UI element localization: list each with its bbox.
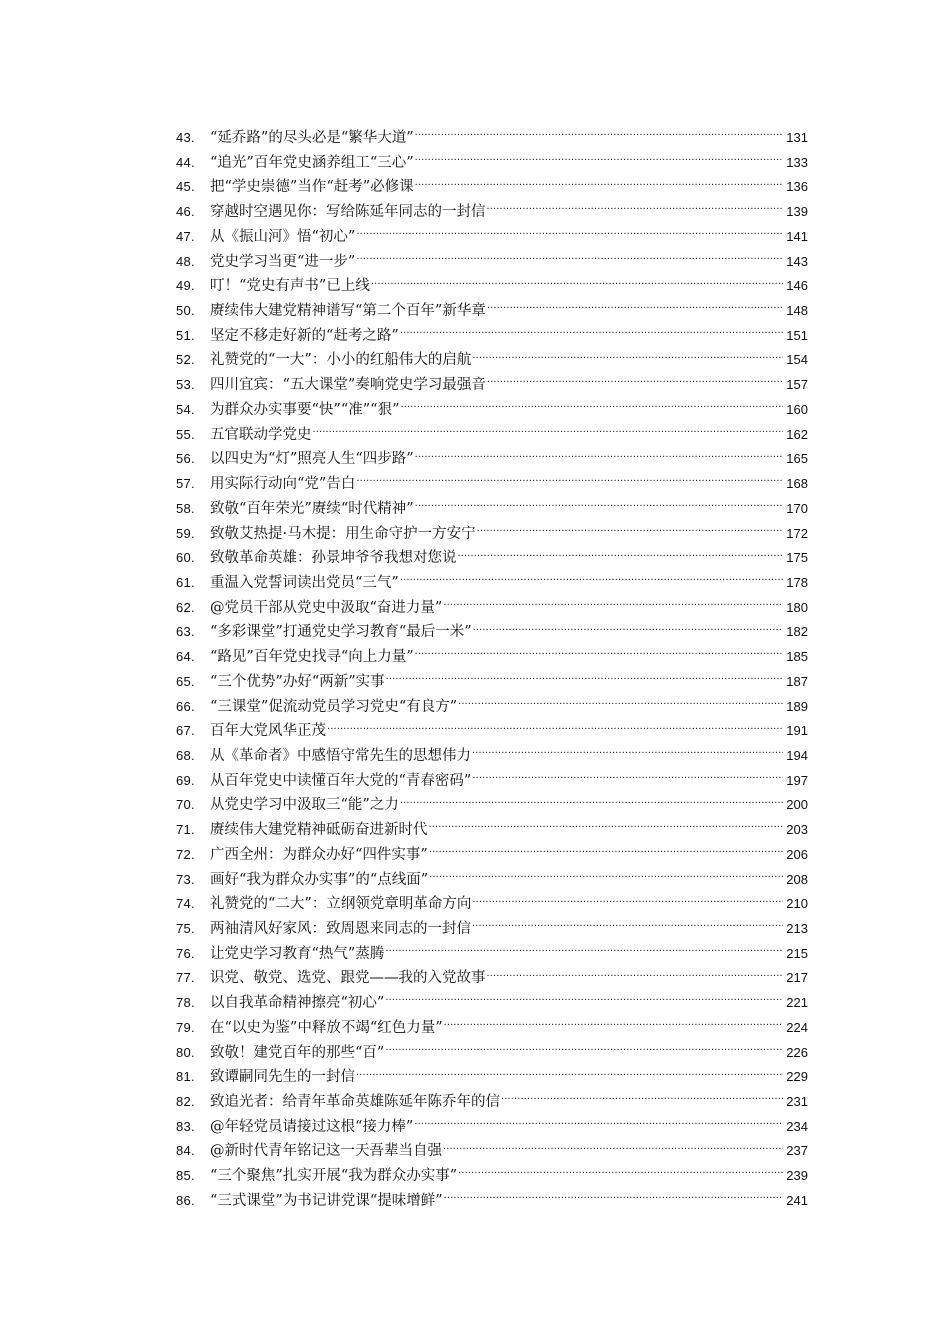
- entry-page-number[interactable]: 157: [786, 377, 808, 393]
- table-of-contents: [176, 126, 808, 1214]
- toc-entry[interactable]: [176, 695, 808, 720]
- entry-page-number[interactable]: 194: [786, 747, 808, 763]
- entry-number: 44.: [176, 154, 195, 170]
- entry-page-number[interactable]: 141: [786, 228, 808, 244]
- entry-page-number[interactable]: 154: [786, 352, 808, 368]
- dot-leader: [443, 597, 783, 612]
- entry-page-number[interactable]: 200: [786, 797, 808, 813]
- entry-number: 48.: [176, 253, 195, 269]
- entry-page-number[interactable]: 208: [786, 871, 808, 887]
- toc-entry[interactable]: [176, 818, 808, 843]
- dot-leader: [458, 1166, 783, 1181]
- toc-entry[interactable]: [176, 769, 808, 794]
- entry-number: 84.: [176, 1143, 195, 1159]
- entry-title[interactable]: 致追光者：给青年革命英雄陈延年陈乔年的信: [210, 1094, 500, 1111]
- entry-page-number[interactable]: 237: [786, 1143, 808, 1159]
- entry-number: 72.: [176, 846, 195, 862]
- entry-title[interactable]: 从百年党史中读懂百年大党的“青春密码”: [210, 772, 472, 789]
- entry-number: 59.: [176, 525, 195, 541]
- entry-number: 62.: [176, 599, 195, 615]
- dot-leader: [356, 226, 783, 241]
- toc-entry[interactable]: [176, 1016, 808, 1041]
- entry-number: 76.: [176, 945, 195, 961]
- entry-title[interactable]: 从党史学习中汲取三“能”之力: [210, 797, 399, 814]
- entry-page-number[interactable]: 162: [786, 426, 808, 442]
- entry-number: 63.: [176, 624, 195, 640]
- entry-title[interactable]: 在“以史为鉴”中释放不竭“红色力量”: [210, 1019, 443, 1036]
- toc-entry[interactable]: [176, 596, 808, 621]
- dot-leader: [313, 424, 784, 439]
- toc-entry[interactable]: [176, 423, 808, 448]
- dot-leader: [444, 1017, 783, 1032]
- entry-page-number[interactable]: 221: [786, 995, 808, 1011]
- entry-number: 83.: [176, 1118, 195, 1134]
- entry-number: 69.: [176, 772, 195, 788]
- entry-number: 86.: [176, 1192, 195, 1208]
- entry-number: 43.: [176, 130, 195, 145]
- entry-title[interactable]: “三个聚焦”扎实开展“我为群众办实事”: [210, 1168, 458, 1185]
- toc-entry[interactable]: [176, 522, 808, 547]
- dot-leader: [400, 399, 783, 414]
- toc-entry[interactable]: [176, 1041, 808, 1066]
- entry-number: 52.: [176, 352, 195, 368]
- entry-title[interactable]: 重温入党誓词读出党员“三气”: [210, 574, 399, 591]
- entry-title[interactable]: 致敬革命英雄：孙景坤爷爷我想对您说: [210, 550, 457, 567]
- entry-page-number[interactable]: 165: [786, 451, 808, 467]
- toc-entry[interactable]: [176, 373, 808, 398]
- entry-title[interactable]: “三课堂”促流动党员学习党史“有良方”: [210, 698, 458, 715]
- entry-number: 51.: [176, 327, 195, 343]
- dot-leader: [429, 844, 783, 859]
- toc-entry[interactable]: [176, 966, 808, 991]
- entry-title[interactable]: 百年大党风华正茂: [210, 723, 326, 740]
- dot-leader: [458, 696, 783, 711]
- entry-number: 60.: [176, 550, 195, 566]
- toc-entry[interactable]: [176, 447, 808, 472]
- dot-leader: [487, 968, 784, 983]
- toc-entry[interactable]: [176, 225, 808, 250]
- dot-leader: [385, 993, 783, 1008]
- toc-entry[interactable]: [176, 645, 808, 670]
- entry-number: 81.: [176, 1069, 195, 1085]
- entry-page-number[interactable]: 231: [786, 1094, 808, 1110]
- entry-number: 85.: [176, 1168, 195, 1184]
- entry-page-number[interactable]: 180: [786, 599, 808, 615]
- entry-page-number[interactable]: 213: [786, 921, 808, 936]
- entry-number: 71.: [176, 822, 195, 838]
- dot-leader: [429, 820, 784, 835]
- toc-entry[interactable]: [176, 274, 808, 299]
- entry-title[interactable]: 从《革命者》中感悟守常先生的思想伟力: [210, 747, 471, 764]
- toc-entry[interactable]: [176, 793, 808, 818]
- entry-number: 57.: [176, 476, 195, 492]
- entry-title[interactable]: @新时代青年铭记这一天吾辈当自强: [210, 1143, 442, 1160]
- toc-entry[interactable]: [176, 348, 808, 373]
- entry-page-number[interactable]: 239: [786, 1168, 808, 1184]
- entry-page-number[interactable]: 133: [786, 154, 808, 170]
- entry-title[interactable]: “延乔路”的尽头必是“繁华大道”: [210, 130, 414, 146]
- dot-leader: [429, 869, 783, 884]
- dot-leader: [356, 474, 783, 489]
- entry-title[interactable]: 五官联动学党史: [210, 426, 312, 443]
- dot-leader: [472, 770, 783, 785]
- dot-leader: [458, 548, 784, 563]
- toc-entry[interactable]: [176, 200, 808, 225]
- dot-leader: [400, 572, 783, 587]
- entry-number: 50.: [176, 303, 195, 319]
- entry-title[interactable]: “路见”百年党史找寻“向上力量”: [210, 649, 414, 666]
- entry-page-number[interactable]: 234: [786, 1118, 808, 1134]
- toc-entry[interactable]: [176, 843, 808, 868]
- entry-title[interactable]: 用实际行动向“党”告白: [210, 476, 356, 493]
- entry-page-number[interactable]: 226: [786, 1044, 808, 1060]
- entry-page-number[interactable]: 210: [786, 896, 808, 912]
- toc-entry[interactable]: [176, 942, 808, 967]
- toc-entry[interactable]: [176, 497, 808, 522]
- dot-leader: [415, 498, 783, 513]
- entry-page-number[interactable]: 217: [786, 970, 808, 986]
- toc-entry[interactable]: [176, 1189, 808, 1214]
- entry-page-number[interactable]: 131: [786, 130, 808, 145]
- entry-title[interactable]: 叮！“党史有声书”已上线: [210, 278, 370, 295]
- dot-leader: [415, 177, 783, 192]
- entry-title[interactable]: 赓续伟大建党精神砥砺奋进新时代: [210, 822, 428, 839]
- dot-leader: [327, 721, 783, 736]
- entry-page-number[interactable]: 191: [786, 723, 808, 739]
- entry-title[interactable]: 致敬“百年荣光”赓续“时代精神”: [210, 500, 414, 517]
- dot-leader: [472, 745, 783, 760]
- entry-title[interactable]: 以四史为“灯”照亮人生“四步路”: [210, 451, 414, 468]
- dot-leader: [415, 128, 783, 143]
- entry-page-number[interactable]: 197: [786, 772, 808, 788]
- toc-entry[interactable]: [176, 398, 808, 423]
- entry-number: 75.: [176, 921, 195, 936]
- toc-entry[interactable]: [176, 126, 808, 151]
- dot-leader: [356, 1067, 783, 1082]
- dot-leader: [356, 251, 783, 266]
- entry-number: 79.: [176, 1019, 195, 1035]
- entry-page-number[interactable]: 215: [786, 945, 808, 961]
- dot-leader: [443, 1141, 783, 1156]
- entry-title[interactable]: 把“学史崇德”当作“赶考”必修课: [210, 179, 414, 196]
- entry-page-number[interactable]: 139: [786, 204, 808, 220]
- entry-number: 58.: [176, 500, 195, 516]
- entry-page-number[interactable]: 206: [786, 846, 808, 862]
- entry-title[interactable]: “追光”百年党史涵养组工“三心”: [210, 154, 414, 171]
- entry-number: 74.: [176, 896, 195, 912]
- entry-number: 68.: [176, 747, 195, 763]
- entry-number: 47.: [176, 228, 195, 244]
- entry-title[interactable]: @年轻党员请接过这根“接力棒”: [210, 1118, 414, 1135]
- toc-entry[interactable]: [176, 1115, 808, 1140]
- toc-entry[interactable]: [176, 472, 808, 497]
- entry-title[interactable]: 致敬艾热提·马木提：用生命守护一方安宁: [210, 525, 476, 542]
- entry-title[interactable]: “多彩课堂”打通党史学习教育“最后一米”: [210, 624, 472, 641]
- entry-page-number[interactable]: 148: [786, 303, 808, 319]
- toc-entry[interactable]: [176, 1090, 808, 1115]
- toc-entry[interactable]: [176, 991, 808, 1016]
- entry-title[interactable]: 致敬！建党百年的那些“百”: [210, 1044, 385, 1061]
- entry-page-number[interactable]: 178: [786, 574, 808, 590]
- toc-entry[interactable]: [176, 670, 808, 695]
- toc-entry[interactable]: [176, 744, 808, 769]
- dot-leader: [472, 350, 783, 365]
- entry-number: 66.: [176, 698, 195, 714]
- dot-leader: [473, 622, 783, 637]
- toc-entry[interactable]: [176, 151, 808, 176]
- entry-page-number[interactable]: 241: [786, 1192, 808, 1208]
- entry-title[interactable]: 致谭嗣同先生的一封信: [210, 1069, 355, 1086]
- dot-leader: [487, 301, 783, 316]
- entry-page-number[interactable]: 143: [786, 253, 808, 269]
- dot-leader: [415, 152, 783, 167]
- entry-number: 82.: [176, 1094, 195, 1110]
- entry-title[interactable]: 画好“我为群众办实事”的“点线面”: [210, 871, 429, 888]
- toc-entry[interactable]: [176, 250, 808, 275]
- entry-page-number[interactable]: 175: [786, 550, 808, 566]
- entry-page-number[interactable]: 229: [786, 1069, 808, 1085]
- toc-entry[interactable]: [176, 620, 808, 645]
- entry-title[interactable]: 从《振山河》悟“初心”: [210, 228, 356, 245]
- entry-page-number[interactable]: 182: [786, 624, 808, 640]
- entry-number: 67.: [176, 723, 195, 739]
- toc-entry[interactable]: [176, 868, 808, 893]
- entry-number: 61.: [176, 574, 195, 590]
- entry-page-number[interactable]: 151: [786, 327, 808, 343]
- entry-title[interactable]: 广西全州：为群众办好“四件实事”: [210, 846, 428, 863]
- entry-title[interactable]: 坚定不移走好新的“赶考之路”: [210, 327, 399, 344]
- entry-page-number[interactable]: 136: [786, 179, 808, 195]
- entry-title[interactable]: 识党、敬党、选党、跟党——我的入党故事: [210, 970, 486, 987]
- toc-entry[interactable]: [176, 1164, 808, 1189]
- entry-number: 56.: [176, 451, 195, 467]
- dot-leader: [477, 523, 783, 538]
- dot-leader: [385, 1042, 783, 1057]
- entry-page-number[interactable]: 189: [786, 698, 808, 714]
- entry-page-number[interactable]: 172: [786, 525, 808, 541]
- entry-number: 70.: [176, 797, 195, 813]
- entry-number: 46.: [176, 204, 195, 220]
- toc-entry[interactable]: [176, 571, 808, 596]
- dot-leader: [415, 449, 783, 464]
- entry-page-number[interactable]: 224: [786, 1019, 808, 1035]
- entry-page-number[interactable]: 185: [786, 649, 808, 665]
- toc-entry[interactable]: [176, 917, 808, 942]
- entry-title[interactable]: “三个优势”办好“两新”实事: [210, 673, 385, 690]
- entry-title[interactable]: 礼赞党的“一大”：小小的红船伟大的启航: [210, 352, 472, 369]
- entry-page-number[interactable]: 160: [786, 401, 808, 417]
- entry-title[interactable]: 为群众办实事要“快”“准”“狠”: [210, 401, 400, 418]
- dot-leader: [501, 1092, 783, 1107]
- entry-page-number[interactable]: 146: [786, 278, 808, 294]
- entry-title[interactable]: 党史学习当更“进一步”: [210, 253, 356, 270]
- entry-page-number[interactable]: 170: [786, 500, 808, 516]
- entry-title[interactable]: 以自我革命精神擦亮“初心”: [210, 995, 385, 1012]
- entry-title[interactable]: 赓续伟大建党精神谱写“第二个百年”新华章: [210, 303, 486, 320]
- dot-leader: [444, 1190, 783, 1205]
- entry-title[interactable]: 穿越时空遇见你：写给陈延年同志的一封信: [210, 204, 486, 221]
- dot-leader: [400, 325, 783, 340]
- entry-number: 55.: [176, 426, 195, 442]
- entry-title[interactable]: 礼赞党的“二大”：立纲领党章明革命方向: [210, 896, 472, 913]
- toc-entry[interactable]: [176, 1065, 808, 1090]
- dot-leader: [472, 894, 783, 909]
- entry-page-number[interactable]: 168: [786, 476, 808, 492]
- toc-entry[interactable]: [176, 175, 808, 200]
- entry-number: 45.: [176, 179, 195, 195]
- dot-leader: [385, 943, 783, 958]
- dot-leader: [487, 202, 784, 217]
- entry-number: 65.: [176, 673, 195, 689]
- entry-page-number[interactable]: 187: [786, 673, 808, 689]
- dot-leader: [487, 375, 783, 390]
- toc-entry[interactable]: [176, 546, 808, 571]
- dot-leader: [415, 647, 783, 662]
- entry-title[interactable]: 两袖清风好家风：致周恩来同志的一封信: [210, 921, 471, 937]
- entry-number: 64.: [176, 649, 195, 665]
- toc-entry[interactable]: [176, 892, 808, 917]
- toc-entry[interactable]: [176, 299, 808, 324]
- entry-number: 73.: [176, 871, 195, 887]
- entry-page-number[interactable]: 203: [786, 822, 808, 838]
- entry-number: 49.: [176, 278, 195, 294]
- toc-entry[interactable]: [176, 719, 808, 744]
- entry-number: 53.: [176, 377, 195, 393]
- entry-number: 77.: [176, 970, 195, 986]
- toc-entry[interactable]: [176, 1139, 808, 1164]
- entry-number: 78.: [176, 995, 195, 1011]
- entry-title[interactable]: “三式课堂”为书记讲党课“提味增鲜”: [210, 1192, 443, 1209]
- entry-title[interactable]: 让党史学习教育“热气”蒸腾: [210, 945, 385, 962]
- dot-leader: [386, 671, 783, 686]
- entry-title[interactable]: 四川宜宾：“五大课堂”奏响党史学习最强音: [210, 377, 486, 394]
- dot-leader: [414, 1116, 783, 1131]
- dot-leader: [472, 919, 783, 934]
- entry-number: 54.: [176, 401, 195, 417]
- toc-entry[interactable]: [176, 324, 808, 349]
- entry-title[interactable]: @党员干部从党史中汲取“奋进力量”: [210, 599, 443, 616]
- dot-leader: [400, 795, 783, 810]
- dot-leader: [371, 276, 783, 291]
- entry-number: 80.: [176, 1044, 195, 1060]
